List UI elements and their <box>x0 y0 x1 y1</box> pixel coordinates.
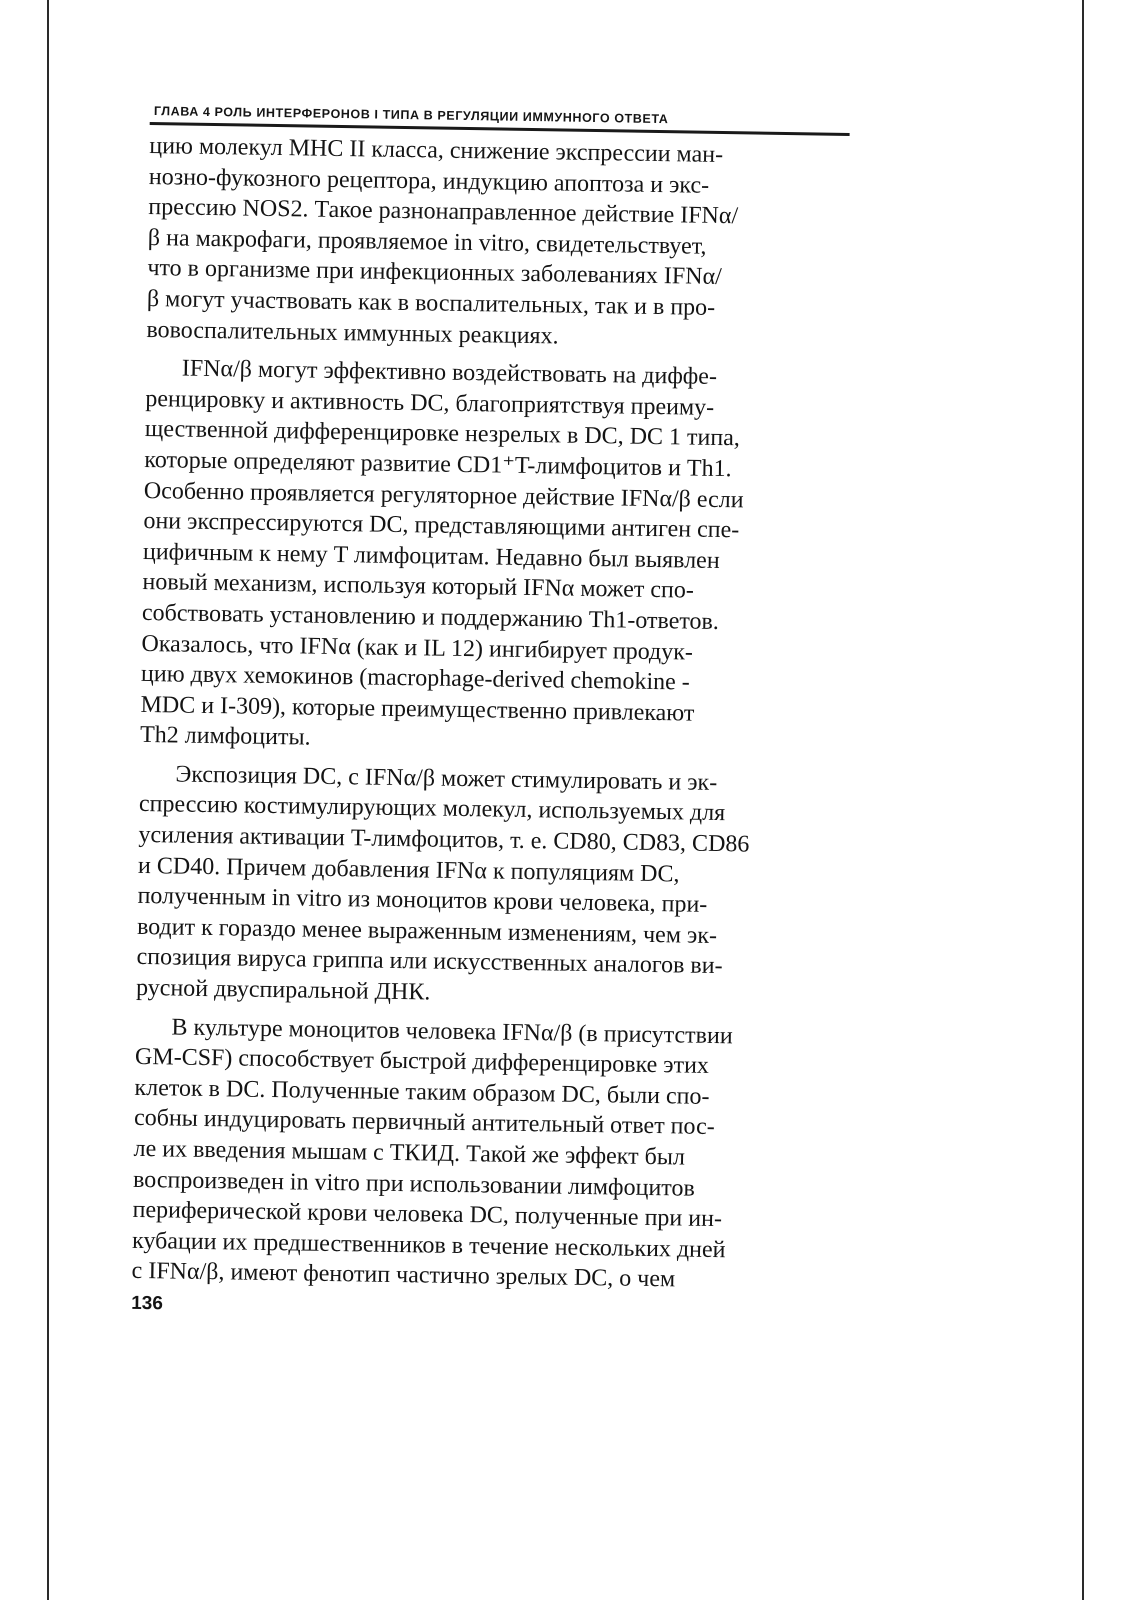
text-line: кубации их предшественников в течение нескольких дней <box>131 1227 726 1263</box>
text-line: ренцировку и активность DC, благоприятствуя преиму- <box>145 385 715 421</box>
text-line: спрессию костимулирующих молекул, используемых для <box>138 791 726 827</box>
text-line: периферической крови человека DC, полученные при ин- <box>132 1197 723 1233</box>
text-line: β могут участвовать как в воспалительных, так и в про- <box>146 285 716 321</box>
text-line: Оказалось, что IFNα (как и IL 12) ингибирует продук- <box>141 630 694 666</box>
text-line: нозно-фукозного рецептора, индукцию апоптоза и экс- <box>148 163 710 199</box>
text-line: полученным in vitro из моноцитов крови человека, при- <box>137 883 708 919</box>
scan-border-right <box>1082 0 1084 1600</box>
text-line: новый механизм, используя который IFNα может спо- <box>142 569 695 604</box>
page-number: 136 <box>130 1292 164 1315</box>
paragraph-4 <box>131 1012 835 1298</box>
text-line: MDC и I-309), которые преимущественно привлекают <box>140 691 695 727</box>
text-line: В культуре моноцитов человека IFNα/β (в присутствии <box>171 1014 733 1049</box>
text-line: GM-CSF) способствует быстрой дифференцировке этих <box>134 1044 710 1080</box>
running-head: ГЛАВА 4 РОЛЬ ИНТЕРФЕРОНОВ I ТИПА В РЕГУЛЯЦИИ ИММУННОГО ОТВЕТА <box>153 104 669 127</box>
text-line: цифичным к нему T лимфоцитам. Недавно был выявлен <box>142 538 720 574</box>
text-line: собны индуцировать первичный антительный ответ пос- <box>133 1105 715 1141</box>
text-line: Th2 лимфоциты. <box>139 722 311 751</box>
paragraph-1 <box>146 131 849 356</box>
paragraph-3 <box>136 759 840 1015</box>
text-line: IFNα/β могут эффективно воздействовать на диффе- <box>181 355 718 391</box>
text-line: собствовать установлению и поддержанию Th1-ответов. <box>141 599 720 635</box>
text-line: воспроизведен in vitro при использовании лимфоцитов <box>132 1166 695 1202</box>
text-line: β на макрофаги, проявляемое in vitro, свидетельствует, <box>147 224 707 260</box>
text-line: и CD40. Причем добавления IFNα к популяциям DC, <box>137 852 680 888</box>
text-line: ле их введения мышам с ТКИД. Такой же эффект был <box>133 1135 686 1171</box>
text-line: клеток в DC. Полученные таким образом DC, были спо- <box>134 1074 710 1110</box>
text-line: водит к гораздо менее выраженным изменениям, чем эк- <box>136 913 718 949</box>
text-line: которые определяют развитие CD1⁺T-лимфоцитов и Th1. <box>144 446 732 483</box>
text-line: щественной дифференцировке незрелых в DC, DC 1 типа, <box>144 416 741 452</box>
text-line: с IFNα/β, имеют фенотип частично зрелых DC, о чем <box>131 1258 676 1293</box>
paragraph-2 <box>140 353 846 762</box>
book-page <box>131 104 850 1326</box>
text-line: русной двуспиральной ДНК. <box>135 974 431 1006</box>
text-line: спозиция вируса гриппа или искусственных аналогов ви- <box>136 944 723 980</box>
text-line: Особенно проявляется регуляторное действие IFNα/β если <box>143 477 744 513</box>
text-line: они экспрессируются DC, представляющими антиген спе- <box>143 508 740 544</box>
text-line: цию двух хемокинов (macrophage-derived chemokine - <box>140 661 690 696</box>
text-line: цию молекул MHC II класса, снижение экспрессии ман- <box>149 132 724 169</box>
text-line: прессию NOS2. Такое разнонаправленное действие IFNα/ <box>148 194 739 230</box>
text-line: усиления активации T-лимфоцитов, т. е. CD80, CD83, CD86 <box>138 821 750 858</box>
text-line: Экспозиция DC, с IFNα/β может стимулировать и эк- <box>175 761 718 796</box>
text-line: вовоспалительных иммунных реакциях. <box>146 316 559 350</box>
page-body <box>131 131 849 1298</box>
text-line: что в организме при инфекционных заболеваниях IFNα/ <box>147 255 723 291</box>
scan-border-left <box>47 0 49 1600</box>
